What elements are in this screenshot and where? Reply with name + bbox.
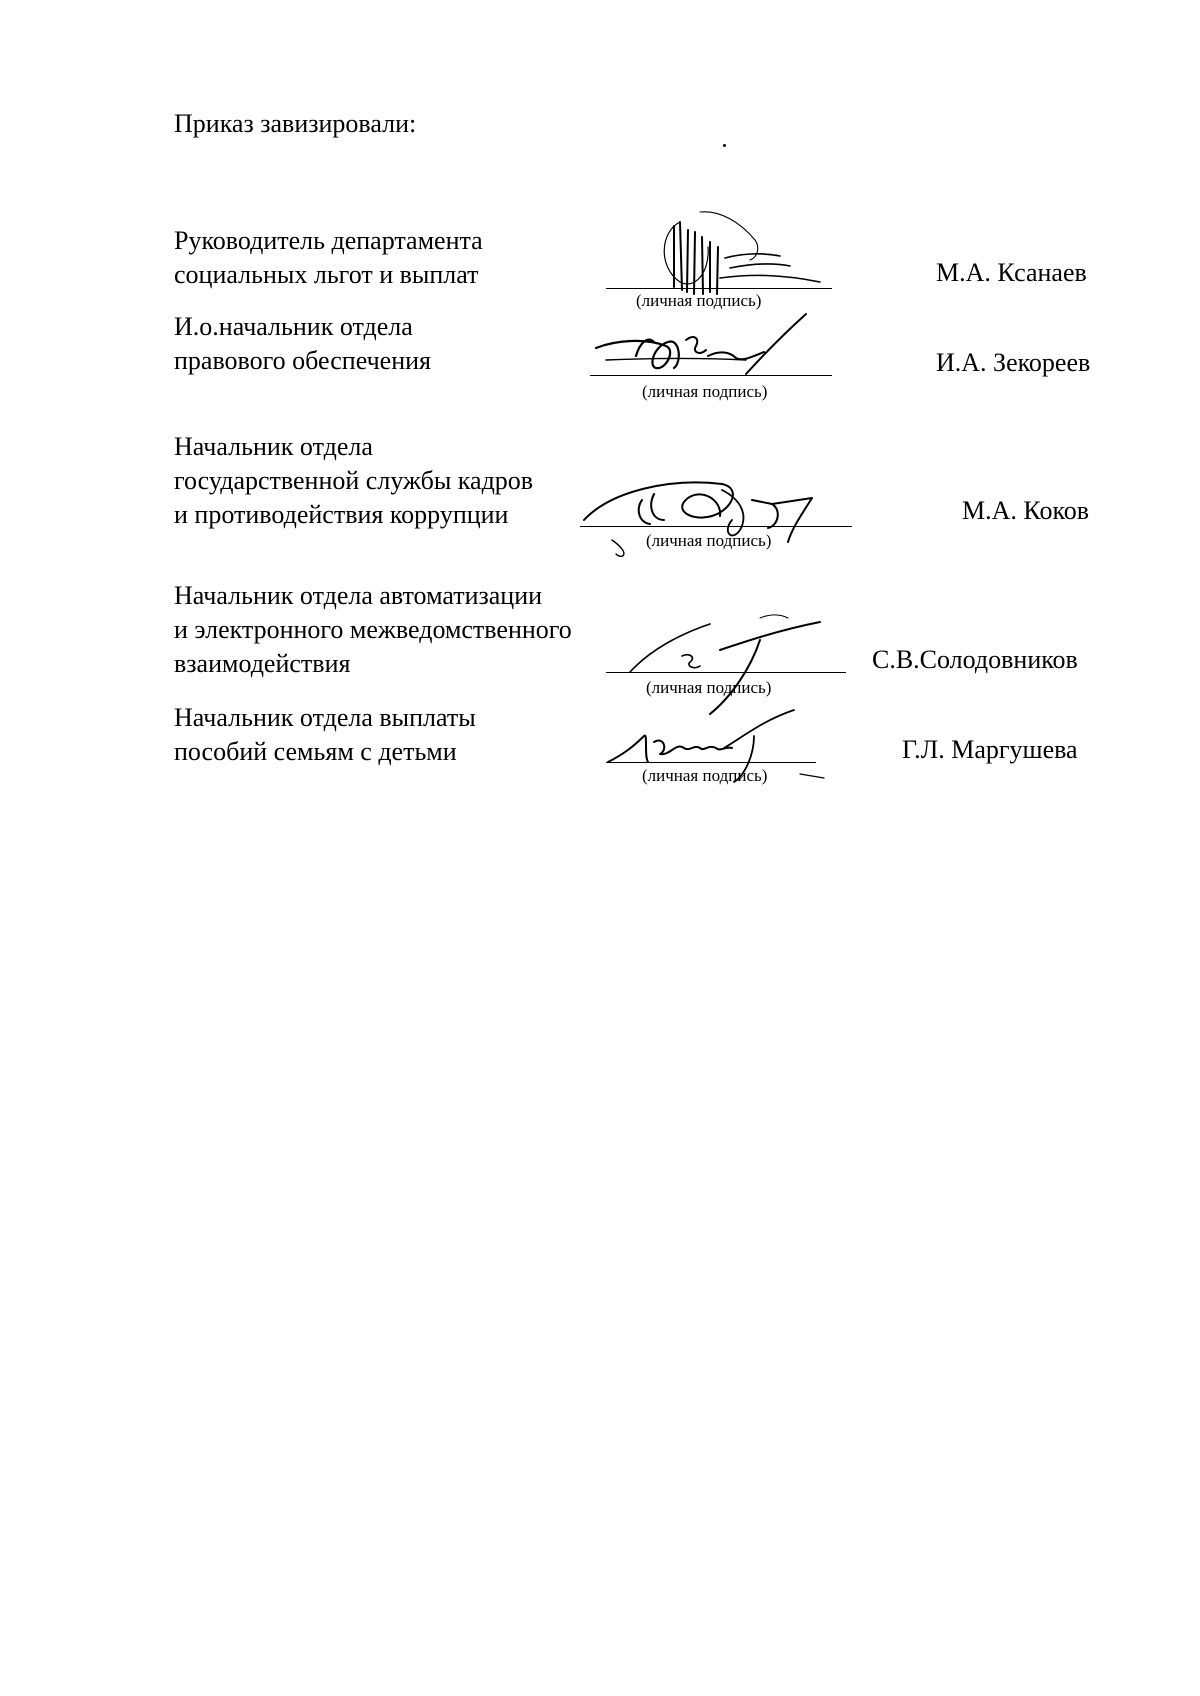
position-title: Начальник отдела государственной службы кадров и противодействия коррупции <box>174 432 534 529</box>
signer-name: С.В.Солодовников <box>872 645 1078 674</box>
signature-caption: (личная подпись) <box>636 291 762 310</box>
position-title: Руководитель департамента социальных льгот и выплат <box>174 226 483 289</box>
signer-name: Г.Л. Маргушева <box>902 735 1078 764</box>
signer-name: М.А. Ксанаев <box>936 258 1087 287</box>
position-title: Начальник отдела автоматизации и электронного межведомственного взаимодействия <box>174 581 572 678</box>
signer-name: М.А. Коков <box>962 496 1090 525</box>
signature-caption: (личная подпись) <box>646 531 772 550</box>
signature-caption: (личная подпись) <box>646 678 772 697</box>
position-title: Начальник отдела выплаты пособий семьям с детьми <box>174 703 476 766</box>
position-title: И.о.начальник отдела правового обеспечения <box>174 312 431 375</box>
approval-heading: Приказ завизировали: <box>174 109 417 138</box>
handwritten-signature <box>596 312 816 392</box>
handwritten-signature <box>620 610 850 720</box>
signature-caption: (личная подпись) <box>642 382 768 401</box>
signature-caption: (личная подпись) <box>642 766 768 785</box>
scan-speck <box>723 144 726 147</box>
signer-name: И.А. Зекореев <box>936 348 1091 377</box>
